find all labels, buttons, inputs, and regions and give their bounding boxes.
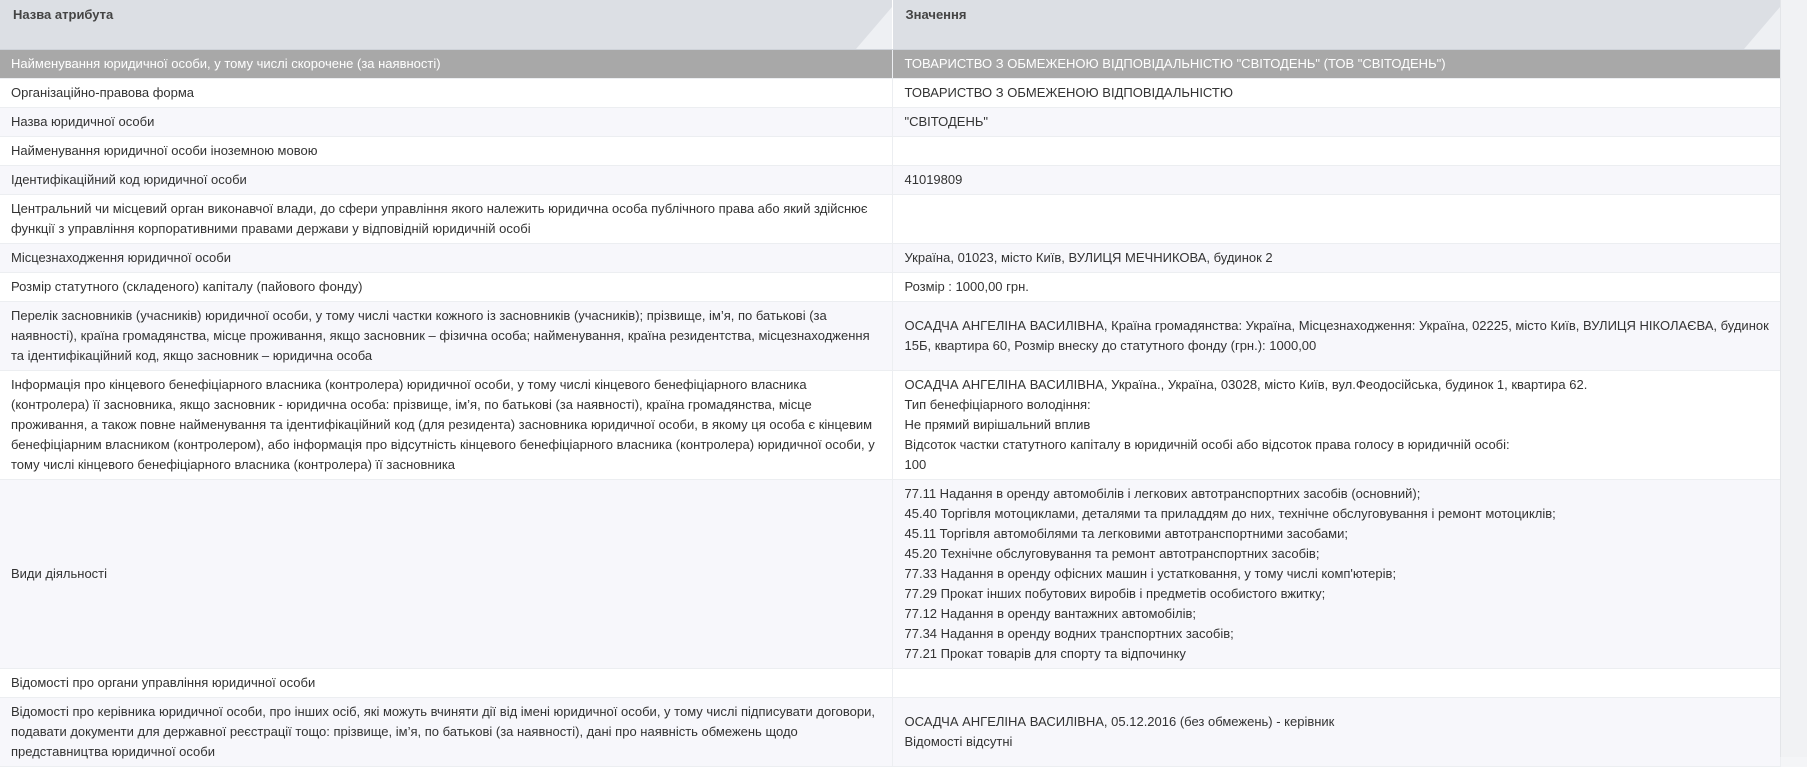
value-line: 77.11 Надання в оренду автомобілів і легкових автотранспортних засобів (основний); [904, 486, 1421, 501]
attribute-value-cell [892, 137, 1780, 166]
attribute-value-cell [892, 108, 1780, 137]
value-line: ТОВАРИСТВО З ОБМЕЖЕНОЮ ВІДПОВІДАЛЬНІСТЮ [904, 85, 1233, 100]
value-line: 45.40 Торгівля мотоциклами, деталями та приладдям до них, технічне обслуговування і ремонт мотоциклів; [904, 506, 1556, 521]
table-row[interactable] [0, 50, 1780, 79]
header-corner-decoration [1744, 7, 1780, 49]
attribute-name-cell: Відомості про органи управління юридичної особи [0, 669, 892, 698]
table-body [0, 50, 1780, 767]
table-row[interactable] [0, 244, 1780, 273]
vertical-scrollbar[interactable] [1780, 0, 1807, 757]
value-line: 77.21 Прокат товарів для спорту та відпочинку [904, 646, 1186, 661]
attribute-name-cell: Місцезнаходження юридичної особи [0, 244, 892, 273]
value-line: Розмір : 1000,00 грн. [904, 279, 1029, 294]
table-row[interactable] [0, 79, 1780, 108]
attribute-value-cell [892, 195, 1780, 244]
attribute-value-cell [892, 669, 1780, 698]
attribute-name-cell: Назва юридичної особи [0, 108, 892, 137]
attribute-value-cell [892, 50, 1780, 79]
table-row[interactable] [0, 480, 1780, 669]
attribute-value-cell [892, 698, 1780, 767]
header-corner-decoration [856, 7, 892, 49]
value-line: Не прямий вирішальний вплив [904, 417, 1091, 432]
value-line: ТОВАРИСТВО З ОБМЕЖЕНОЮ ВІДПОВІДАЛЬНІСТЮ "СВІТОДЕНЬ" (ТОВ "СВІТОДЕНЬ") [904, 56, 1446, 71]
attribute-value-cell [892, 273, 1780, 302]
attribute-value-cell [892, 79, 1780, 108]
attribute-name-cell: Перелік засновників (учасників) юридичної особи, у тому числі частки кожного із засновників (учасників); прізвище, ім’я, по батькові (за наявності), країна громадянства, місце проживання, якщо засновник – фізична особа; найменування, країна резидентства, місцезнаходження та ідентифікаційний код, якщо засновник – юридична особа [0, 302, 892, 371]
value-line: Відомості відсутні [904, 734, 1013, 749]
table-row[interactable] [0, 137, 1780, 166]
value-line: 77.33 Надання в оренду офісних машин і устатковання, у тому числі комп'ютерів; [904, 566, 1397, 581]
attribute-name-cell: Розмір статутного (складеного) капіталу (пайового фонду) [0, 273, 892, 302]
table-row[interactable] [0, 166, 1780, 195]
value-line: 45.20 Технічне обслуговування та ремонт автотранспортних засобів; [904, 546, 1320, 561]
value-line: 45.11 Торгівля автомобілями та легковими автотранспортними засобами; [904, 526, 1348, 541]
table-row[interactable] [0, 302, 1780, 371]
attribute-name-cell: Види діяльності [0, 480, 892, 669]
value-line: Україна, 01023, місто Київ, ВУЛИЦЯ МЕЧНИКОВА, будинок 2 [904, 250, 1273, 265]
table-header-row [0, 0, 1780, 50]
attribute-name-cell: Найменування юридичної особи іноземною мовою [0, 137, 892, 166]
attribute-value-cell [892, 480, 1780, 669]
attribute-value-cell [892, 166, 1780, 195]
value-line: 77.12 Надання в оренду вантажних автомобілів; [904, 606, 1197, 621]
table-row[interactable] [0, 195, 1780, 244]
table-row[interactable] [0, 669, 1780, 698]
attribute-name-cell: Центральний чи місцевий орган виконавчої влади, до сфери управління якого належить юридична особа публічного права або який здійснює функції з управління корпоративними правами держави у відповідній юридичній особі [0, 195, 892, 244]
value-line: ОСАДЧА АНГЕЛІНА ВАСИЛІВНА, Країна громадянства: Україна, Місцезнаходження: Україна, 02225, місто Київ, ВУЛИЦЯ НІКОЛАЄВА, будинок 15Б, квартира 60, Розмір внеску до статутного фонду (грн.): 1000,00 [904, 318, 1769, 353]
attribute-name-cell: Відомості про керівника юридичної особи, про інших осіб, які можуть вчиняти дії від імені юридичної особи, у тому числі підписувати договори, подавати документи для державної реєстрації тощо: прізвище, ім’я, по батькові (за наявності), дані про наявність обмежень щодо представництва юридичної особи [0, 698, 892, 767]
value-line: 100 [904, 457, 927, 472]
column-header-name[interactable]: Назва атрибута [0, 0, 892, 50]
value-line: Відсоток частки статутного капіталу в юридичній особі або відсоток права голосу в юридичній особі: [904, 437, 1510, 452]
attribute-value-cell [892, 371, 1780, 480]
attribute-value-cell [892, 244, 1780, 273]
value-line: "СВІТОДЕНЬ" [904, 114, 988, 129]
table-row[interactable] [0, 698, 1780, 767]
value-line: ОСАДЧА АНГЕЛІНА ВАСИЛІВНА, Україна., Україна, 03028, місто Київ, вул.Феодосійська, будинок 1, квартира 62. [904, 377, 1588, 392]
value-line: 77.29 Прокат інших побутових виробів і предметів особистого вжитку; [904, 586, 1326, 601]
attribute-name-cell: Найменування юридичної особи, у тому числі скорочене (за наявності) [0, 50, 892, 79]
value-line: 77.34 Надання в оренду водних транспортних засобів; [904, 626, 1234, 641]
attribute-name-cell: Ідентифікаційний код юридичної особи [0, 166, 892, 195]
table-row[interactable] [0, 108, 1780, 137]
value-line: ОСАДЧА АНГЕЛІНА ВАСИЛІВНА, 05.12.2016 (без обмежень) - керівник [904, 714, 1335, 729]
table-row[interactable] [0, 371, 1780, 480]
attribute-name-cell: Організаційно-правова форма [0, 79, 892, 108]
value-line: Тип бенефіціарного володіння: [904, 397, 1091, 412]
attribute-name-cell: Інформація про кінцевого бенефіціарного власника (контролера) юридичної особи, у тому числі кінцевого бенефіціарного власника (контролера) її засновника, якщо засновник - юридична особа: прізвище, ім’я, по батькові (за наявності), країна громадянства, місце проживання, а також повне найменування та ідентифікаційний код (для резидента) засновника юридичної особи, в якому ця особа є кінцевим бенефіціарним власником (контролером), або інформація про відсутність кінцевого бенефіціарного власника (контролера) юридичної особи, у тому числі кінцевого бенефіціарного власника (контролера) її засновника [0, 371, 892, 480]
attribute-value-cell [892, 302, 1780, 371]
value-line: 41019809 [904, 172, 963, 187]
column-header-value[interactable]: Значення [892, 0, 1780, 50]
table-row[interactable] [0, 273, 1780, 302]
